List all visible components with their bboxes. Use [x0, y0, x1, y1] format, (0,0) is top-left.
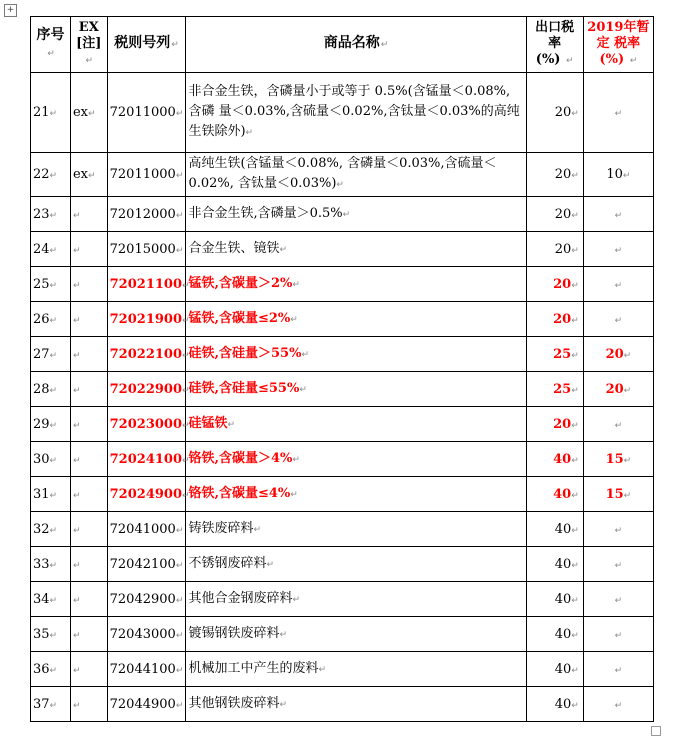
paragraph-mark-icon: ↵ — [47, 48, 55, 59]
cell-seq: 29↵ — [31, 407, 71, 442]
paragraph-mark-icon: ↵ — [336, 180, 344, 190]
paragraph-mark-icon: ↵ — [290, 314, 298, 325]
paragraph-mark-icon: ↵ — [49, 280, 58, 291]
paragraph-mark-icon: ↵ — [49, 315, 58, 326]
paragraph-mark-icon: ↵ — [571, 700, 579, 711]
paragraph-mark-icon: ↵ — [175, 525, 184, 536]
cell-code: 72011000↵ — [107, 73, 186, 153]
paragraph-mark-icon: ↵ — [290, 489, 298, 500]
paragraph-mark-icon: ↵ — [182, 420, 190, 431]
cell-ex — [70, 617, 107, 652]
cell-code: 72044100↵ — [107, 652, 186, 687]
cell-seq: 25↵ — [31, 267, 71, 302]
cell-code: 72022900↵ — [107, 372, 186, 407]
paragraph-mark-icon: ↵ — [571, 350, 579, 361]
cell-seq: 35↵ — [31, 617, 71, 652]
table-row — [31, 442, 654, 477]
cell-temp: 15↵ — [583, 477, 653, 512]
paragraph-mark-icon: ↵ — [614, 525, 623, 536]
cell-seq: 27↵ — [31, 337, 71, 372]
header-seq: 序号↵ — [31, 17, 71, 73]
header-code: 税则号列↵ — [107, 17, 186, 73]
cell-temp — [583, 547, 653, 582]
cell-ex — [70, 267, 107, 302]
cell-temp: 20↵ — [583, 337, 653, 372]
paragraph-mark-icon: ↵ — [623, 385, 632, 396]
paragraph-mark-icon: ↵ — [614, 210, 623, 221]
paragraph-mark-icon: ↵ — [571, 525, 579, 536]
cell-code: 72043000↵ — [107, 617, 186, 652]
cell-name: 硅锰铁↵ — [186, 407, 526, 442]
header-temp-rate: 2019年暂 定 税率 (%) ↵ — [583, 17, 653, 73]
paragraph-mark-icon: ↵ — [72, 700, 81, 711]
cell-code: 72024900↵ — [107, 477, 186, 512]
paragraph-mark-icon: ↵ — [623, 490, 632, 501]
cell-code: 72042100↵ — [107, 547, 186, 582]
cell-code: 72012000↵ — [107, 197, 186, 232]
cell-temp — [583, 407, 653, 442]
cell-ex — [70, 372, 107, 407]
paragraph-mark-icon: ↵ — [301, 349, 309, 360]
paragraph-mark-icon: ↵ — [571, 315, 579, 326]
paragraph-mark-icon: ↵ — [279, 629, 288, 640]
paragraph-mark-icon: ↵ — [342, 209, 351, 220]
paragraph-mark-icon: ↵ — [292, 454, 300, 465]
cell-code: 72044900↵ — [107, 687, 186, 722]
cell-seq: 28↵ — [31, 372, 71, 407]
cell-code: 72015000↵ — [107, 232, 186, 267]
table-row — [31, 267, 654, 302]
cell-code: 72023000↵ — [107, 407, 186, 442]
paragraph-mark-icon: ↵ — [49, 210, 58, 221]
paragraph-mark-icon: ↵ — [571, 210, 579, 221]
cell-temp: 10↵ — [583, 153, 653, 197]
paragraph-mark-icon: ↵ — [571, 560, 579, 571]
paragraph-mark-icon: ↵ — [182, 455, 190, 466]
table-row — [31, 477, 654, 512]
paragraph-mark-icon: ↵ — [72, 210, 81, 221]
header-name: 商品名称↵ — [186, 17, 526, 73]
cell-rate: 25↵ — [526, 337, 583, 372]
cell-rate: 20↵ — [526, 153, 583, 197]
cell-ex: ex↵ — [70, 73, 107, 153]
cell-name: 锰铁,含碳量≤2%↵ — [186, 302, 526, 337]
cell-ex — [70, 407, 107, 442]
paragraph-mark-icon: ↵ — [279, 244, 288, 255]
paragraph-mark-icon: ↵ — [182, 280, 190, 291]
cell-name: 铬铁,含碳量≤4%↵ — [186, 477, 526, 512]
paragraph-mark-icon: ↵ — [571, 630, 579, 641]
table-row — [31, 617, 654, 652]
paragraph-mark-icon: ↵ — [266, 559, 275, 570]
cell-name: 硅铁,含硅量＞55%↵ — [186, 337, 526, 372]
cell-seq: 34↵ — [31, 582, 71, 617]
cell-rate: 40↵ — [526, 477, 583, 512]
cell-rate: 25↵ — [526, 372, 583, 407]
paragraph-mark-icon: ↵ — [614, 630, 623, 641]
cell-name: 铸铁废碎料↵ — [186, 512, 526, 547]
table-row — [31, 582, 654, 617]
export-tariff-table — [30, 16, 654, 722]
cell-code: 72024100↵ — [107, 442, 186, 477]
cell-rate: 40↵ — [526, 512, 583, 547]
cell-seq: 32↵ — [31, 512, 71, 547]
paragraph-mark-icon: ↵ — [49, 420, 58, 431]
paragraph-mark-icon: ↵ — [49, 109, 58, 119]
paragraph-mark-icon: ↵ — [72, 525, 81, 536]
paragraph-mark-icon: ↵ — [571, 171, 579, 181]
cell-name: 铬铁,含碳量＞4%↵ — [186, 442, 526, 477]
cell-seq: 37↵ — [31, 687, 71, 722]
paragraph-mark-icon: ↵ — [49, 595, 58, 606]
paragraph-mark-icon: ↵ — [87, 109, 96, 119]
cell-name: 高纯生铁(含锰量＜0.08%, 含磷量＜0.03%,含硫量＜0.02%, 含钛量＜0.03%)↵ — [186, 153, 526, 197]
table-row — [31, 652, 654, 687]
paragraph-mark-icon: ↵ — [87, 171, 96, 181]
cell-seq: 24↵ — [31, 232, 71, 267]
cell-name: 非合金生铁,含磷量＞0.5%↵ — [186, 197, 526, 232]
cell-rate: 20↵ — [526, 407, 583, 442]
cell-name: 硅铁,含硅量≤55%↵ — [186, 372, 526, 407]
paragraph-mark-icon: ↵ — [72, 350, 81, 361]
cell-ex — [70, 337, 107, 372]
cell-rate: 40↵ — [526, 687, 583, 722]
cell-rate: 20↵ — [526, 73, 583, 153]
paragraph-mark-icon: ↵ — [614, 109, 623, 119]
table-row — [31, 407, 654, 442]
cell-name: 其他合金钢废碎料↵ — [186, 582, 526, 617]
paragraph-mark-icon: ↵ — [623, 350, 632, 361]
paragraph-mark-icon: ↵ — [49, 350, 58, 361]
cell-rate: 20↵ — [526, 267, 583, 302]
paragraph-mark-icon: ↵ — [72, 385, 81, 396]
cell-code: 72021100↵ — [107, 267, 186, 302]
paragraph-mark-icon: ↵ — [253, 524, 262, 535]
paragraph-mark-icon: ↵ — [565, 56, 574, 66]
cell-temp — [583, 197, 653, 232]
paragraph-mark-icon: ↵ — [182, 490, 190, 501]
table-row — [31, 232, 654, 267]
table-row — [31, 512, 654, 547]
paragraph-mark-icon: ↵ — [380, 40, 389, 50]
paragraph-mark-icon: ↵ — [292, 279, 300, 290]
table-row — [31, 153, 654, 197]
cell-name: 镀锡钢铁废碎料↵ — [186, 617, 526, 652]
table-row — [31, 687, 654, 722]
cell-rate: 40↵ — [526, 652, 583, 687]
cell-code: 72011000↵ — [107, 153, 186, 197]
paragraph-mark-icon: ↵ — [72, 665, 81, 676]
paragraph-mark-icon: ↵ — [279, 699, 288, 710]
cell-name: 机械加工中产生的废料↵ — [186, 652, 526, 687]
cell-code: 72041000↵ — [107, 512, 186, 547]
cell-seq: 30↵ — [31, 442, 71, 477]
paragraph-mark-icon: ↵ — [49, 171, 58, 181]
paragraph-mark-icon: ↵ — [614, 315, 623, 326]
cell-rate: 40↵ — [526, 582, 583, 617]
cell-ex — [70, 687, 107, 722]
header-ex: EX [注] ↵ — [70, 17, 107, 73]
cell-code: 72021900↵ — [107, 302, 186, 337]
cell-temp — [583, 73, 653, 153]
paragraph-mark-icon: ↵ — [85, 56, 94, 66]
paragraph-mark-icon: ↵ — [571, 595, 579, 606]
paragraph-mark-icon: ↵ — [49, 630, 58, 641]
cell-ex — [70, 302, 107, 337]
cell-name: 其他钢铁废碎料↵ — [186, 687, 526, 722]
paragraph-mark-icon: ↵ — [629, 56, 638, 66]
table-move-handle-icon[interactable]: + — [4, 4, 17, 17]
cell-code: 72022100↵ — [107, 337, 186, 372]
cell-temp — [583, 302, 653, 337]
paragraph-mark-icon: ↵ — [175, 560, 184, 571]
paragraph-mark-icon: ↵ — [72, 595, 81, 606]
cell-name: 锰铁,含碳量＞2%↵ — [186, 267, 526, 302]
paragraph-mark-icon: ↵ — [622, 171, 631, 181]
paragraph-mark-icon: ↵ — [571, 385, 579, 396]
paragraph-mark-icon: ↵ — [49, 525, 58, 536]
paragraph-mark-icon: ↵ — [299, 384, 307, 395]
cell-temp: 20↵ — [583, 372, 653, 407]
cell-seq: 33↵ — [31, 547, 71, 582]
cell-rate: 40↵ — [526, 547, 583, 582]
header-rate: 出口税 率 (%) ↵ — [526, 17, 583, 73]
cell-temp: 15↵ — [583, 442, 653, 477]
paragraph-mark-icon: ↵ — [175, 171, 184, 181]
paragraph-mark-icon: ↵ — [571, 245, 579, 256]
cell-ex — [70, 582, 107, 617]
cell-ex — [70, 197, 107, 232]
paragraph-mark-icon: ↵ — [49, 665, 58, 676]
paragraph-mark-icon: ↵ — [614, 420, 623, 431]
cell-seq: 36↵ — [31, 652, 71, 687]
paragraph-mark-icon: ↵ — [571, 455, 579, 466]
cell-temp — [583, 687, 653, 722]
cell-rate: 40↵ — [526, 617, 583, 652]
table-row — [31, 337, 654, 372]
table-row — [31, 73, 654, 153]
header-row — [31, 17, 654, 73]
paragraph-mark-icon: ↵ — [49, 560, 58, 571]
cell-code: 72042900↵ — [107, 582, 186, 617]
paragraph-mark-icon: ↵ — [571, 109, 579, 119]
cell-ex: ex↵ — [70, 153, 107, 197]
paragraph-mark-icon: ↵ — [182, 385, 190, 396]
paragraph-mark-icon: ↵ — [614, 560, 623, 571]
cell-temp — [583, 512, 653, 547]
paragraph-mark-icon: ↵ — [623, 455, 632, 466]
cell-temp — [583, 267, 653, 302]
paragraph-mark-icon: ↵ — [72, 280, 81, 291]
cell-ex — [70, 232, 107, 267]
paragraph-mark-icon: ↵ — [72, 490, 81, 501]
cell-seq: 23↵ — [31, 197, 71, 232]
paragraph-mark-icon: ↵ — [571, 420, 579, 431]
paragraph-mark-icon: ↵ — [571, 280, 579, 291]
paragraph-mark-icon: ↵ — [49, 245, 58, 256]
paragraph-mark-icon: ↵ — [292, 594, 301, 605]
paragraph-mark-icon: ↵ — [72, 420, 81, 431]
paragraph-mark-icon: ↵ — [614, 280, 623, 291]
cell-ex — [70, 652, 107, 687]
paragraph-mark-icon: ↵ — [614, 700, 623, 711]
paragraph-mark-icon: ↵ — [175, 245, 184, 256]
paragraph-mark-icon: ↵ — [72, 630, 81, 641]
cell-temp — [583, 582, 653, 617]
cell-temp — [583, 617, 653, 652]
paragraph-mark-icon: ↵ — [614, 665, 623, 676]
cell-name: 非合金生铁，含磷量小于或等于 0.5%(含锰量＜0.08%, 含磷 量＜0.03%,含硫量＜0.02%,含钛量＜0.03%的高纯生铁除外)↵ — [186, 73, 526, 153]
paragraph-mark-icon: ↵ — [571, 665, 579, 676]
table-row — [31, 372, 654, 407]
paragraph-mark-icon: ↵ — [318, 664, 327, 675]
paragraph-mark-icon: ↵ — [182, 315, 190, 326]
cell-name: 合金生铁、镜铁↵ — [186, 232, 526, 267]
cell-seq: 26↵ — [31, 302, 71, 337]
cell-ex — [70, 477, 107, 512]
paragraph-mark-icon: ↵ — [72, 315, 81, 326]
cell-rate: 40↵ — [526, 442, 583, 477]
paragraph-mark-icon: ↵ — [175, 109, 184, 119]
cell-temp — [583, 232, 653, 267]
cell-rate: 20↵ — [526, 197, 583, 232]
table-row — [31, 197, 654, 232]
cell-name: 不锈钢废碎料↵ — [186, 547, 526, 582]
cell-rate: 20↵ — [526, 232, 583, 267]
paragraph-mark-icon: ↵ — [49, 455, 58, 466]
paragraph-mark-icon: ↵ — [175, 630, 184, 641]
paragraph-mark-icon: ↵ — [49, 490, 58, 501]
paragraph-mark-icon: ↵ — [72, 455, 81, 466]
paragraph-mark-icon: ↵ — [175, 210, 184, 221]
paragraph-mark-icon: ↵ — [614, 245, 623, 256]
paragraph-mark-icon: ↵ — [175, 700, 184, 711]
paragraph-mark-icon: ↵ — [171, 40, 179, 50]
paragraph-mark-icon: ↵ — [245, 128, 254, 138]
table-row — [31, 302, 654, 337]
paragraph-mark-icon: ↵ — [49, 700, 58, 711]
cell-ex — [70, 547, 107, 582]
cell-rate: 20↵ — [526, 302, 583, 337]
cell-seq: 31↵ — [31, 477, 71, 512]
cell-ex — [70, 442, 107, 477]
paragraph-mark-icon: ↵ — [571, 490, 579, 501]
paragraph-mark-icon: ↵ — [49, 385, 58, 396]
table-row — [31, 547, 654, 582]
cell-seq: 22↵ — [31, 153, 71, 197]
paragraph-mark-icon: ↵ — [614, 595, 623, 606]
paragraph-mark-icon: ↵ — [175, 595, 184, 606]
cell-temp — [583, 652, 653, 687]
paragraph-mark-icon: ↵ — [182, 350, 190, 361]
paragraph-mark-icon: ↵ — [72, 245, 81, 256]
paragraph-mark-icon: ↵ — [227, 419, 236, 430]
cell-ex — [70, 512, 107, 547]
cell-seq: 21↵ — [31, 73, 71, 153]
paragraph-mark-icon: ↵ — [175, 665, 184, 676]
paragraph-mark-icon: ↵ — [72, 560, 81, 571]
